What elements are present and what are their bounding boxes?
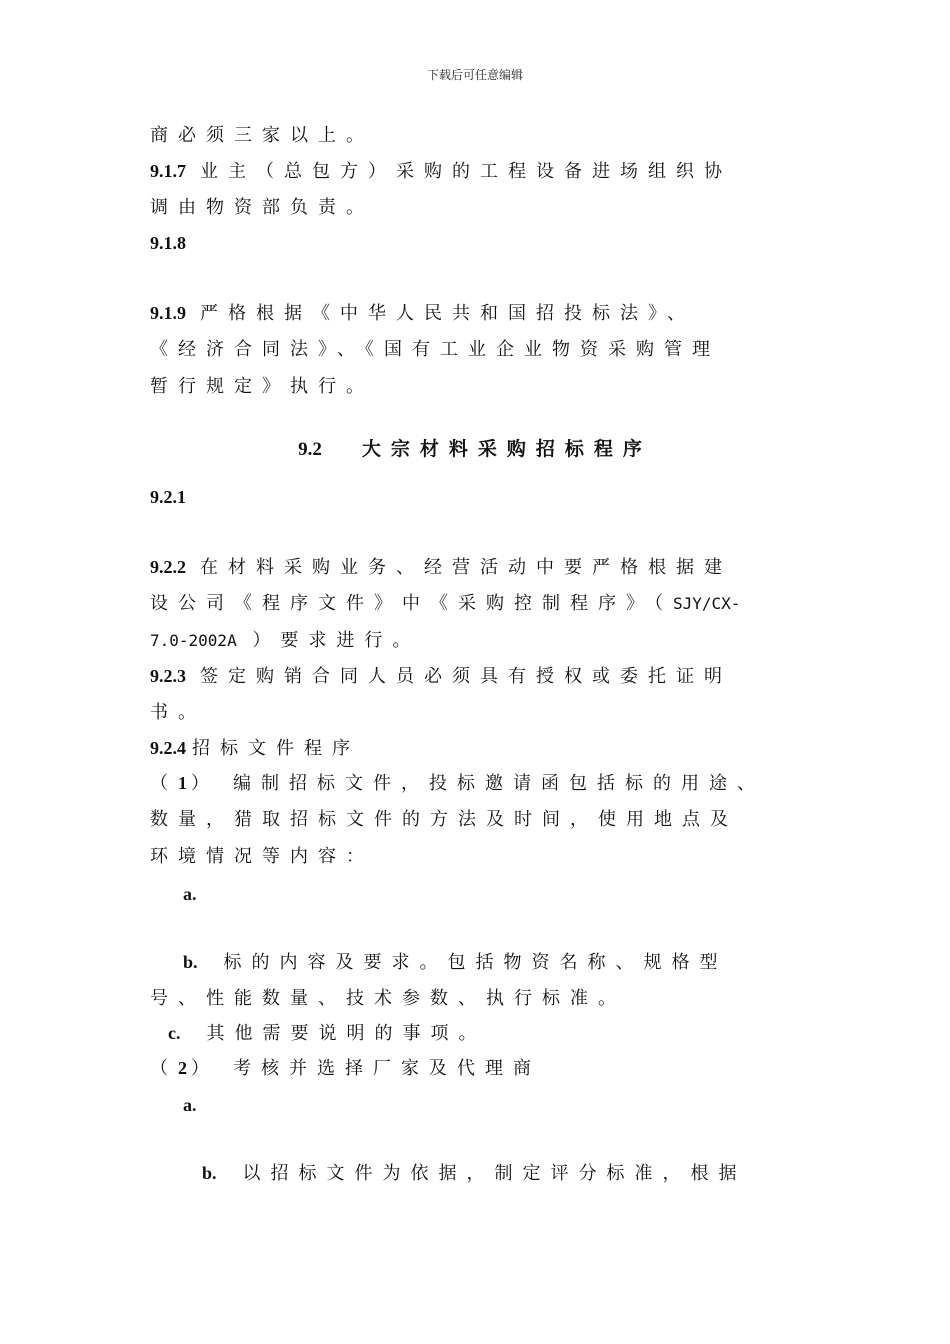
sub-item-c: c. 其他需要说明的事项。	[168, 1023, 487, 1044]
text-line: 7.0-2002A ）要求进行。	[150, 630, 421, 651]
item-letter: c.	[168, 1023, 181, 1043]
text-line: 书。	[150, 702, 206, 723]
section-title: 9.2 大宗材料采购招标程序	[298, 438, 652, 460]
clause-9-1-9: 9.1.9 严格根据《中华人民共和国招投标法》、	[150, 303, 695, 324]
item-1: （1 ） 编制招标文件，投标邀请函包括标的用途、	[150, 773, 765, 794]
text-line: 暂行规定》执行。	[150, 376, 374, 397]
clause-number: 9.2.2	[150, 557, 186, 577]
clause-number: 9.2.3	[150, 666, 186, 686]
clause-number: 9.2.1	[150, 487, 186, 507]
item-2: （2 ） 考核并选择厂家及代理商	[150, 1058, 541, 1079]
sub-item-b: b. 标的内容及要求。包括物资名称、规格型	[183, 952, 728, 973]
section-number: 9.2	[298, 439, 322, 460]
clause-9-1-8	[150, 231, 200, 256]
clause-number: 9.1.8	[150, 233, 186, 253]
clause-9-2-4: 9.2.4 招标文件程序	[150, 738, 360, 759]
clause-9-2-1	[150, 485, 200, 510]
text-line: 设公司《程序文件》中《采购控制程序》（SJY/CX-	[150, 593, 741, 614]
sub-item-a	[183, 1093, 211, 1118]
clause-9-2-2: 9.2.2 在材料采购业务、经营活动中要严格根据建	[150, 557, 732, 578]
text-line: 《经济合同法》、《国有工业企业物资采购管理	[150, 339, 720, 360]
clause-number: 9.1.9	[150, 303, 186, 323]
item-letter: a.	[183, 884, 197, 904]
clause-number: 9.2.4	[150, 738, 186, 758]
text-line: 数量，猎取招标文件的方法及时间，使用地点及	[150, 809, 738, 830]
clause-9-1-7: 9.1.7 业主（总包方）采购的工程设备进场组织协	[150, 161, 732, 182]
item-number: 2	[178, 1058, 187, 1078]
clause-number: 9.1.7	[150, 161, 186, 181]
item-number: 1	[178, 773, 187, 793]
page-header-note: 下载后可任意编辑	[426, 68, 523, 82]
item-letter: b.	[202, 1163, 217, 1183]
sub-item-b: b. 以招标文件为依据，制定评分标准，根据	[202, 1163, 747, 1184]
text-line: 商必须三家以上。	[150, 125, 374, 146]
sub-item-a	[183, 882, 211, 907]
text-line: 环境情况等内容：	[150, 846, 374, 867]
text-line: 调由物资部负责。	[150, 197, 374, 218]
clause-9-2-3: 9.2.3 签定购销合同人员必须具有授权或委托证明	[150, 666, 732, 687]
item-letter: a.	[183, 1095, 197, 1115]
text-line: 号、性能数量、技术参数、执行标准。	[150, 988, 626, 1009]
item-letter: b.	[183, 952, 198, 972]
